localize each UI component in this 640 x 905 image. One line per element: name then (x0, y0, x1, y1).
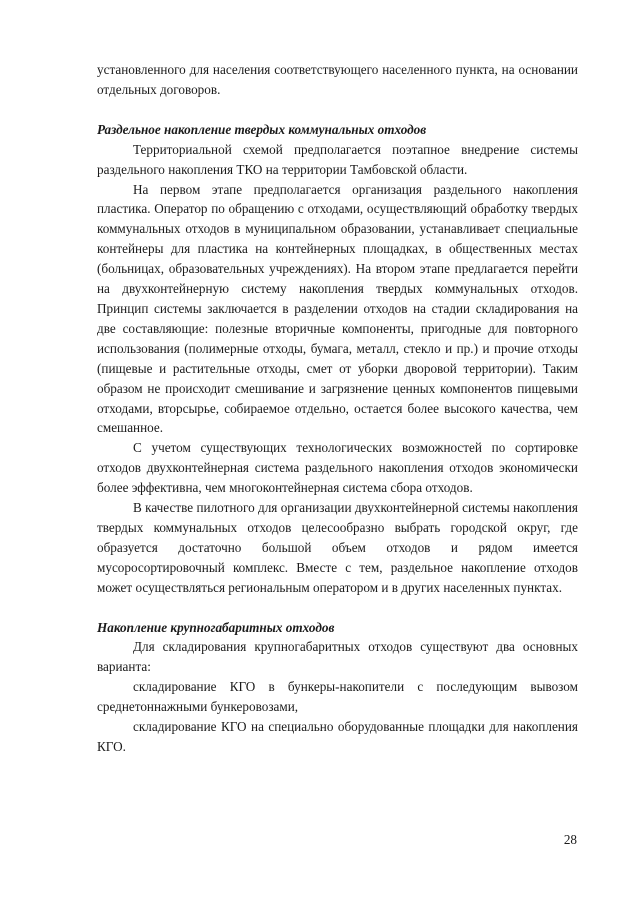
paragraph: В качестве пилотного для организации двухконтейнерной системы накопления твердых коммунальных отходов целесообразно выбрать городской округ, где образуется достаточно большой объем отходов и рядом имеется мусоросортировочный комплекс. Вместе с тем, раздельное накопление отходов может осуществляться региональным оператором и в других населенных пунктах. (97, 500, 578, 595)
section-heading-separate-collection: Раздельное накопление твердых коммунальных отходов (97, 121, 427, 137)
section-heading-bulky-waste: Накопление крупногабаритных отходов (97, 619, 335, 635)
paragraph: С учетом существующих технологических возможностей по сортировке отходов двухконтейнерная система раздельного накопления отходов экономически более эффективна, чем многоконтейнерная система сбора отходов. (97, 440, 578, 496)
paragraph: На первом этапе предполагается организация раздельного накопления пластика. Оператор по обращению с отходами, осуществляющий обработку твердых коммунальных отходов в муниципальном образовании, устанавливает специальные контейнеры для пластика на контейнерных площадках, в общественных местах (больницах, образовательных учреждениях). На втором этапе предлагается перейти на двухконтейнерную систему накопления твердых коммунальных отходов. Принцип системы заключается в разделении отходов на стадии складирования на две составляющие: полезные вторичные компоненты, пригодные для повторного использования (полимерные отходы, бумага, металл, стекло и пр.) и прочие отходы (пищевые и растительные отходы, смет от уборки дворовой территории). Таким образом не происходит смешивание и загрязнение ценных компонентов пищевыми отходами, вторсырье, собираемое отдельно, остается более высокого качества, чем смешанное. (97, 181, 578, 436)
list-item: складирование КГО в бункеры-накопители с последующим вывозом среднетоннажными бункеровозами, (97, 679, 578, 715)
list-item: складирование КГО на специально оборудованные площадки для накопления КГО. (97, 719, 578, 754)
paragraph: Для складирования крупногабаритных отходов существуют два основных варианта: (97, 639, 578, 675)
document-page (97, 60, 578, 757)
page-number: 28 (563, 832, 577, 847)
intro-paragraph: установленного для населения соответствующего населенного пункта, на основании отдельных договоров. (97, 62, 578, 97)
paragraph: Территориальной схемой предполагается поэтапное внедрение системы раздельного накопления ТКО на территории Тамбовской области. (97, 141, 578, 177)
